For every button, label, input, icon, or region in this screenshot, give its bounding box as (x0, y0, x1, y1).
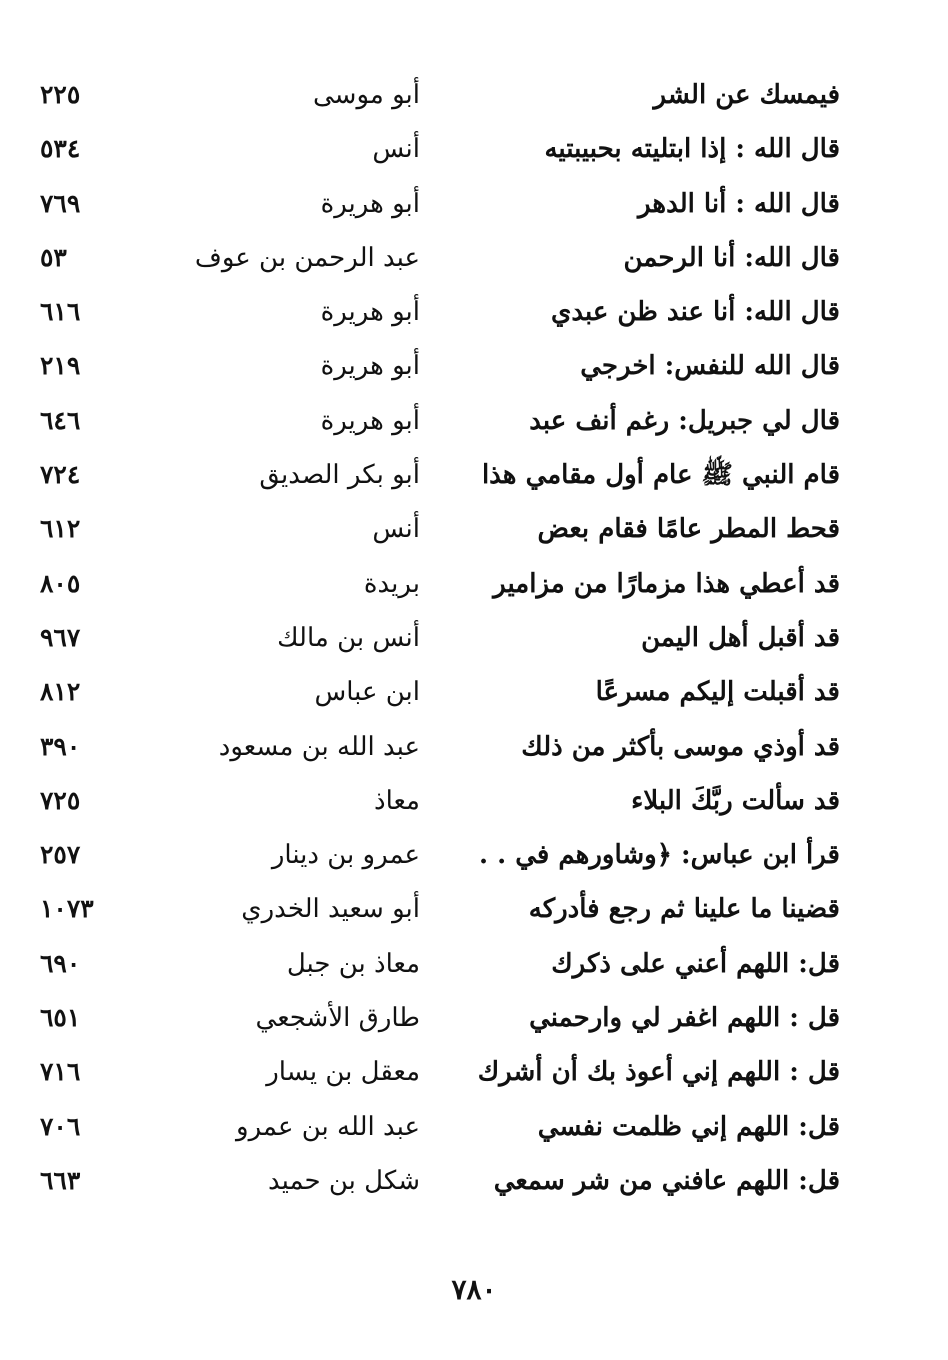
page-reference: ٦٥١ (40, 1003, 81, 1033)
hadith-text: قال لي جبريل: رغم أنف عبد (529, 405, 840, 436)
hadith-text: قل: اللهم أعني على ذكرك (551, 948, 840, 979)
narrator-name: طارق الأشجعي (255, 1003, 420, 1034)
page-reference: ٧٠٦ (40, 1111, 81, 1141)
index-row (40, 611, 840, 665)
index-row (40, 1100, 840, 1154)
index-row (40, 557, 840, 611)
page-reference: ٦٦٣ (40, 1165, 81, 1195)
narrator-name: أبو موسى (313, 80, 420, 110)
page-reference: ٦١٢ (40, 514, 81, 544)
index-row (40, 177, 840, 231)
index-row (40, 231, 840, 285)
hadith-text: قل : اللهم إني أعوذ بك أن أشرك (477, 1057, 840, 1088)
hadith-text: قد سألت ربَّكَ البلاء (631, 785, 840, 816)
page-reference: ٧٢٥ (40, 785, 81, 815)
page-reference: ٦٩٠ (40, 948, 81, 978)
narrator-name: عمرو بن دينار (271, 840, 420, 871)
hadith-text: قضينا ما علينا ثم رجع فأدركه (528, 894, 840, 925)
hadith-text: قد أقبل أهل اليمن (641, 622, 840, 653)
hadith-text: قال الله: أنا عند ظن عبدي (550, 297, 840, 328)
narrator-name: شكل بن حميد (268, 1165, 420, 1196)
hadith-text: قد أقبلت إليكم مسرعًا (595, 677, 840, 708)
narrator-name: عبد الله بن مسعود (218, 731, 420, 762)
hadith-text: قد أوذي موسى بأكثر من ذلك (521, 731, 840, 762)
hadith-text: قل: اللهم إني ظلمت نفسي (537, 1111, 840, 1142)
index-row (40, 68, 840, 122)
index-row (40, 285, 840, 339)
narrator-name: ابن عباس (314, 677, 420, 708)
index-row (40, 828, 840, 882)
index-row (40, 339, 840, 393)
page-number: ٧٨٠ (451, 1273, 497, 1306)
narrator-name: معقل بن يسار (266, 1057, 420, 1088)
hadith-text: قل: اللهم عافني من شر سمعي (493, 1165, 840, 1196)
page-reference: ٧٢٤ (40, 460, 81, 490)
page-reference: ٧١٦ (40, 1057, 81, 1087)
narrator-name: معاذ بن جبل (286, 948, 420, 979)
hadith-text: قد أعطي هذا مزمارًا من مزامير (493, 568, 840, 599)
hadith-text: قحط المطر عامًا فقام بعض (537, 514, 840, 545)
page-reference: ٢١٩ (40, 351, 81, 381)
page-reference: ٢٥٧ (40, 840, 81, 870)
narrator-name: عبد الله بن عمرو (236, 1111, 420, 1142)
narrator-name: أنس بن مالك (277, 622, 420, 653)
index-row (40, 122, 840, 176)
index-row (40, 774, 840, 828)
index-row (40, 1045, 840, 1099)
narrator-name: عبد الرحمن بن عوف (194, 242, 420, 273)
hadith-index-table (40, 68, 840, 1208)
hadith-text: قال الله : أنا الدهر (638, 188, 840, 219)
narrator-name: أبو سعيد الخدري (241, 894, 420, 925)
page-reference: ٨٠٥ (40, 568, 81, 598)
hadith-text: قال الله للنفس: اخرجي (580, 351, 840, 382)
narrator-name: معاذ (374, 785, 420, 816)
index-row (40, 991, 840, 1045)
page-reference: ٧٦٩ (40, 188, 81, 218)
hadith-text: قل : اللهم اغفر لي وارحمني (529, 1003, 840, 1034)
narrator-name: أبو بكر الصديق (259, 460, 420, 491)
page-reference: ٩٦٧ (40, 622, 81, 652)
page-reference: ٥٣ (40, 242, 67, 272)
page-reference: ٦١٦ (40, 297, 81, 327)
index-row (40, 502, 840, 556)
narrator-name: أبو هريرة (320, 351, 420, 382)
page-reference: ٣٩٠ (40, 731, 81, 761)
narrator-name: أنس (372, 134, 420, 165)
narrator-name: أنس (372, 514, 420, 545)
index-row (40, 882, 840, 936)
hadith-text: قال الله: أنا الرحمن (623, 242, 840, 273)
narrator-name: أبو هريرة (320, 405, 420, 436)
page-reference: ٢٢٥ (40, 80, 81, 109)
narrator-name: أبو هريرة (320, 297, 420, 328)
page-reference: ١٠٧٣ (40, 894, 94, 924)
index-row (40, 720, 840, 774)
hadith-text: قام النبي ﷺ عام أول مقامي هذا (481, 460, 840, 491)
index-row (40, 394, 840, 448)
page-reference: ٥٣٤ (40, 134, 81, 164)
index-row (40, 448, 840, 502)
index-row (40, 1154, 840, 1208)
narrator-name: أبو هريرة (320, 188, 420, 219)
hadith-text: قال الله : إذا ابتليته بحبيبتيه (544, 134, 840, 165)
hadith-text: فيمسك عن الشر (653, 80, 840, 110)
index-row (40, 665, 840, 719)
page-reference: ٨١٢ (40, 677, 81, 707)
page-reference: ٦٤٦ (40, 405, 81, 435)
index-row (40, 937, 840, 991)
narrator-name: بريدة (363, 568, 420, 599)
hadith-text: قرأ ابن عباس: ﴿وشاورهم في . . (478, 840, 840, 871)
